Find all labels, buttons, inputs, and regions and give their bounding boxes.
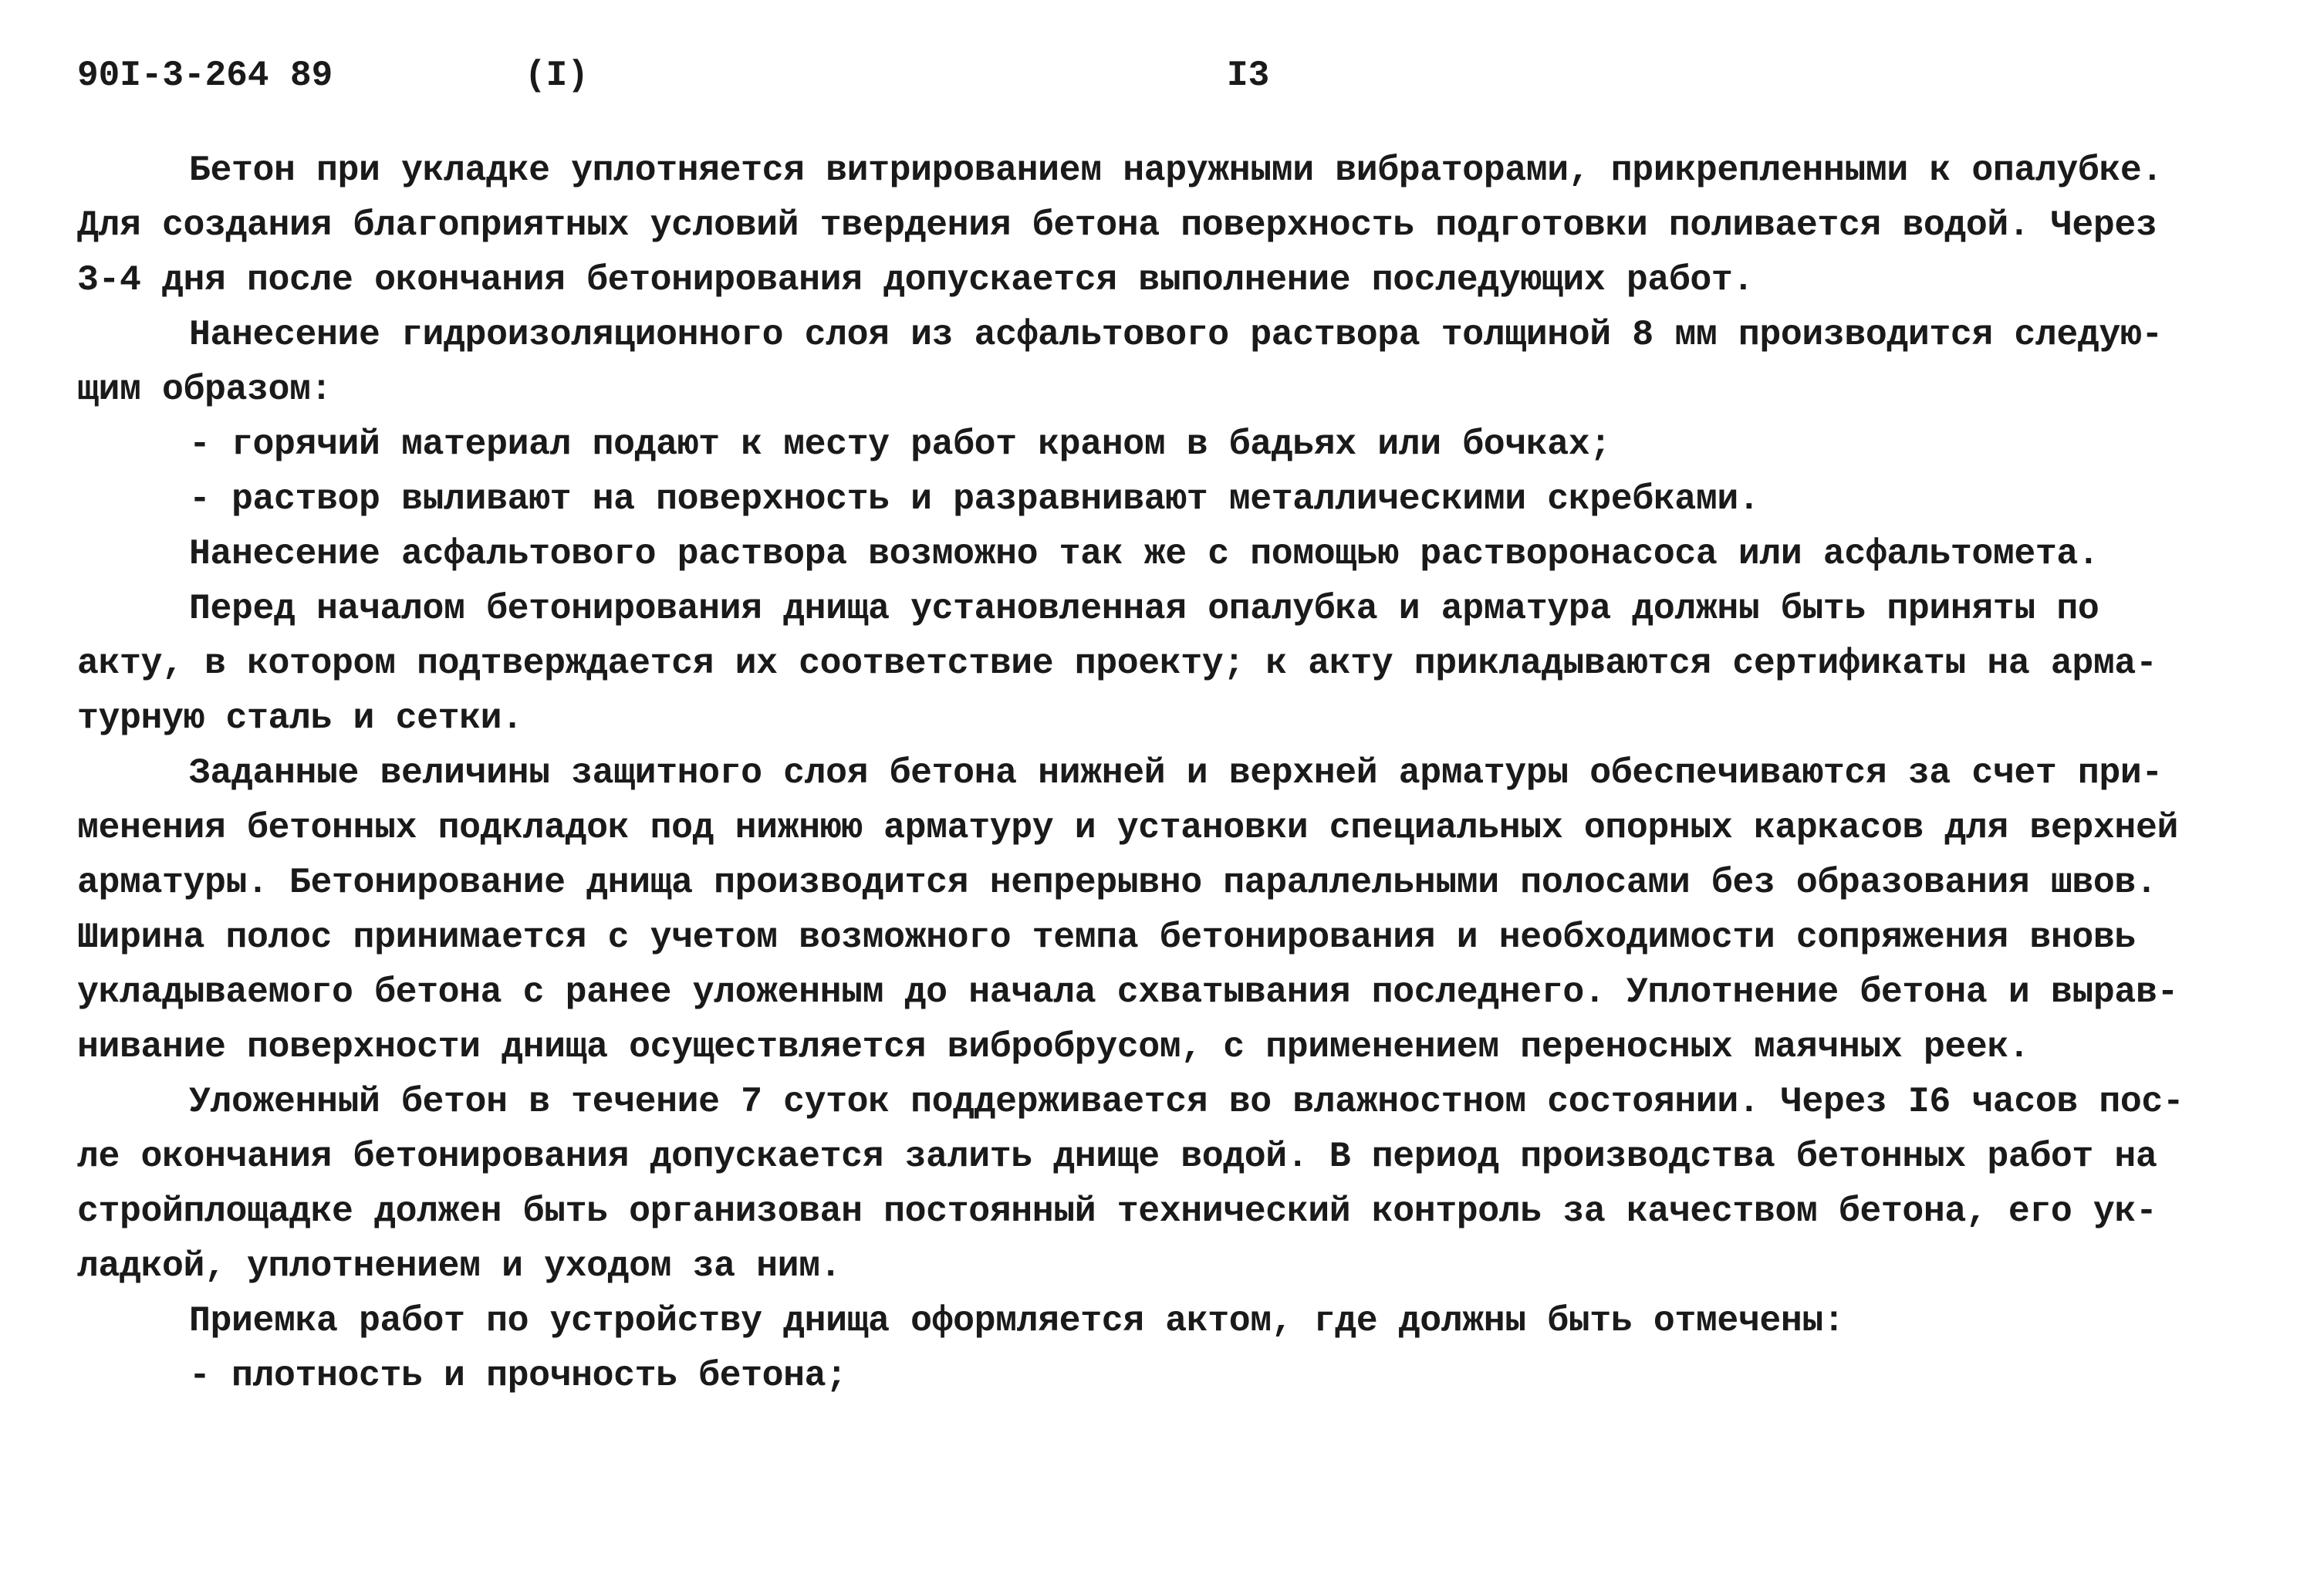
page-header (77, 56, 2238, 117)
text-line: турную сталь и сетки. (77, 698, 523, 738)
text-line: Приемка работ по устройству днища оформляется актом, где должны быть отмечены: (189, 1300, 1845, 1341)
text-line: Для создания благоприятных условий твердения бетона поверхность подготовки поливается водой. Через (77, 204, 2157, 245)
text-line: акту, в котором подтверждается их соответствие проекту; к акту прикладываются сертификаты на арма- (77, 643, 2157, 684)
text-line: ле окончания бетонирования допускается залить днище водой. В период производства бетонных работ на (77, 1136, 2157, 1177)
page-number: I3 (1227, 56, 1270, 96)
text-line: Ширина полос принимается с учетом возможного темпа бетонирования и необходимости сопряжения вновь (77, 917, 2136, 958)
text-line: Нанесение гидроизоляционного слоя из асфальтового раствора толщиной 8 мм производится следую- (189, 314, 2163, 355)
text-line: - плотность и прочность бетона; (189, 1355, 847, 1396)
text-line: менения бетонных подкладок под нижнюю арматуру и установки специальных опорных каркасов для верхней (77, 807, 2178, 848)
body-text (77, 143, 2268, 1403)
text-line: - горячий материал подают к месту работ краном в бадьях или бочках; (189, 424, 1611, 465)
text-line: Нанесение асфальтового раствора возможно так же с помощью растворонасоса или асфальтомета. (189, 533, 2099, 574)
text-line: Уложенный бетон в течение 7 суток поддерживается во влажностном состоянии. Через I6 часов пос- (189, 1081, 2184, 1122)
part-number: (I) (525, 56, 589, 96)
text-line: Перед началом бетонирования днища установленная опалубка и арматура должны быть приняты по (189, 588, 2099, 629)
text-line: Заданные величины защитного слоя бетона нижней и верхней арматуры обеспечиваются за счет при- (189, 752, 2163, 793)
text-line: - раствор выливают на поверхность и разравнивают металлическими скребками. (189, 478, 1760, 519)
text-line: ладкой, уплотнением и уходом за ним. (77, 1245, 842, 1286)
text-line: укладываемого бетона с ранее уложенным до начала схватывания последнего. Уплотнение бетона и вырав- (77, 972, 2178, 1012)
text-line: арматуры. Бетонирование днища производится непрерывно параллельными полосами без образования швов. (77, 862, 2157, 903)
text-line: Бетон при укладке уплотняется витрированием наружными вибраторами, прикрепленными к опалубке. (189, 150, 2163, 191)
text-line: щим образом: (77, 369, 333, 410)
text-line: 3-4 дня после окончания бетонирования допускается выполнение последующих работ. (77, 259, 1754, 300)
text-line: стройплощадке должен быть организован постоянный технический контроль за качеством бетона, его ук- (77, 1191, 2157, 1232)
document-code: 90I-3-264 89 (77, 56, 333, 96)
text-line: нивание поверхности днища осуществляется вибробрусом, с применением переносных маячных реек. (77, 1026, 2030, 1067)
